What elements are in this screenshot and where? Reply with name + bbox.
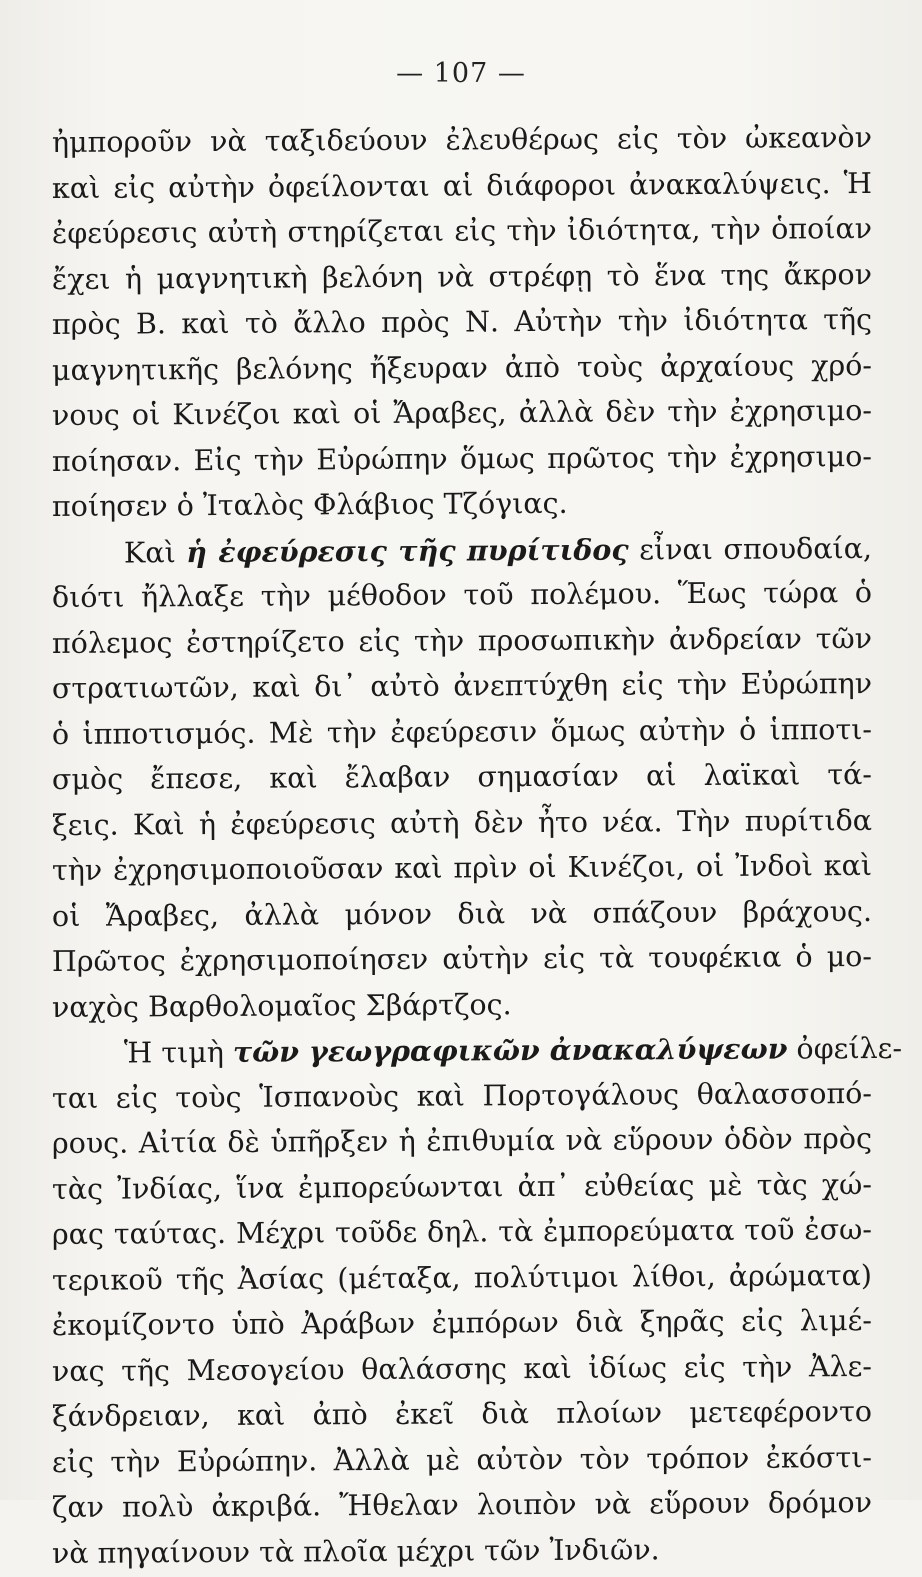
text-span: ὀφείλε- — [787, 1031, 903, 1066]
text-span: ται εἰς τοὺς Ἱσπανοὺς καὶ Πορτογάλους θαλασσοπό- — [51, 1076, 873, 1115]
emphasized-term: ἡ ἐφεύρεσις τῆς πυρίτιδος — [186, 531, 629, 569]
page-number: — 107 — — [396, 58, 526, 89]
text-span: Καὶ — [123, 535, 187, 570]
text-line — [52, 888, 872, 939]
text-line — [52, 206, 872, 257]
text-line — [52, 752, 872, 803]
text-span: ρους. Αἰτία δὲ ὑπῆρξεν ἡ ἐπιθυμία νὰ εὕρουν ὁδὸν πρὸς — [51, 1121, 873, 1160]
text-line — [52, 570, 872, 621]
text-span: νὰ πηγαίνουν τὰ πλοῖα μέχρι τῶν Ἰνδιῶν. — [51, 1532, 660, 1570]
text-span: ξεις. Καὶ ἡ ἐφεύρεσις αὐτὴ δὲν ἦτο νέα. Τὴν πυρίτιδα — [51, 803, 873, 842]
text-span: στρατιωτῶν, καὶ δι᾽ αὐτὸ ἀνεπτύχθη εἰς τὴν Εὐρώπην — [51, 666, 873, 705]
text-span: τερικοῦ τῆς Ἀσίας (μέταξα, πολύτιμοι λίθοι, ἀρώματα) — [51, 1258, 873, 1297]
text-span: τὰς Ἰνδίας, ἵνα ἐμπορεύωνται ἀπ᾽ εὐθείας μὲ τὰς χώ- — [51, 1167, 873, 1206]
text-span: πόλεμος ἐστηρίζετο εἰς τὴν προσωπικὴν ἀνδρείαν τῶν — [51, 621, 873, 660]
text-line — [52, 706, 872, 757]
text-line — [52, 1480, 872, 1531]
text-span: ἠμποροῦν νὰ ταξιδεύουν ἐλευθέρως εἰς τὸν ὠκεανὸν — [51, 120, 873, 159]
text-line — [52, 251, 872, 302]
text-line — [52, 1252, 872, 1303]
text-span: ποίησαν. Εἰς τὴν Εὐρώπην ὅμως πρῶτος τὴν ἐχρησιμο- — [51, 439, 873, 478]
text-line — [52, 524, 872, 575]
text-line — [52, 797, 872, 848]
text-span: οἱ Ἄραβες, ἀλλὰ μόνον διὰ νὰ σπάζουν βράχους. — [51, 894, 873, 933]
text-line — [52, 1525, 872, 1576]
text-span: ναχὸς Βαρθολομαῖος Σβάρτζος. — [51, 987, 512, 1024]
text-line — [52, 297, 872, 348]
text-line — [52, 1207, 872, 1258]
text-line — [52, 1070, 872, 1121]
text-line — [52, 843, 872, 894]
text-span: ἐφεύρεσις αὐτὴ στηρίζεται εἰς τὴν ἰδιότητα, τὴν ὁποίαν — [51, 211, 873, 250]
text-span: Ἡ τιμὴ — [123, 1035, 234, 1070]
text-line — [52, 1298, 872, 1349]
text-span: ξάνδρειαν, καὶ ἀπὸ ἐκεῖ διὰ πλοίων μετεφέροντο — [51, 1394, 873, 1433]
text-line — [52, 661, 872, 712]
text-span: διότι ἤλλαξε τὴν μέθοδον τοῦ πολέμου. Ἕως τώρα ὁ — [51, 575, 873, 614]
text-span: τὴν ἐχρησιμοποιοῦσαν καὶ πρὶν οἱ Κινέζοι, οἱ Ἰνδοὶ καὶ — [51, 848, 873, 887]
text-span: ζαν πολὺ ἀκριβά. Ἤθελαν λοιπὸν νὰ εὕρουν δρόμον — [51, 1485, 873, 1524]
text-span: μαγνητικῆς βελόνης ἤξευραν ἀπὸ τοὺς ἀρχαίους χρό- — [51, 348, 873, 387]
text-line — [52, 934, 872, 985]
text-span: ἐκομίζοντο ὑπὸ Ἀράβων ἐμπόρων διὰ ξηρᾶς εἰς λιμέ- — [51, 1303, 873, 1342]
text-span: πρὸς Β. καὶ τὸ ἄλλο πρὸς Ν. Αὐτὴν τὴν ἰδιότητα τῆς — [51, 302, 873, 341]
text-span: ὁ ἱπποτισμός. Μὲ τὴν ἐφεύρεσιν ὅμως αὐτὴν ὁ ἱπποτι- — [51, 712, 873, 751]
text-span: νας τῆς Μεσογείου θαλάσσης καὶ ἰδίως εἰς τὴν Ἀλε- — [51, 1349, 873, 1388]
text-span: καὶ εἰς αὐτὴν ὀφείλονται αἱ διάφοροι ἀνακαλύψεις. Ἡ — [51, 166, 873, 205]
text-span: ἔχει ἡ μαγνητικὴ βελόνη νὰ στρέφῃ τὸ ἕνα της ἄκρον — [51, 257, 873, 296]
text-span: ρας ταύτας. Μέχρι τοῦδε δηλ. τὰ ἐμπορεύματα τοῦ ἐσω- — [51, 1212, 873, 1251]
text-line — [52, 1116, 872, 1167]
text-line — [52, 1389, 872, 1440]
text-line — [52, 1343, 872, 1394]
text-span: ποίησεν ὁ Ἰταλὸς Φλάβιος Τζόγιας. — [51, 486, 568, 523]
text-span: εἰς τὴν Εὐρώπην. Ἀλλὰ μὲ αὐτὸν τὸν τρόπον ἐκόστι- — [51, 1440, 873, 1479]
text-line — [52, 342, 872, 393]
text-span: Πρῶτος ἐχρησιμοποίησεν αὐτὴν εἰς τὰ τουφέκια ὁ μο- — [51, 939, 873, 978]
text-line — [52, 1434, 872, 1485]
text-span: σμὸς ἔπεσε, καὶ ἔλαβαν σημασίαν αἱ λαϊκαὶ τά- — [51, 757, 873, 796]
text-line — [52, 479, 872, 530]
text-line — [52, 160, 872, 211]
text-line — [52, 979, 872, 1030]
text-span: νους οἱ Κινέζοι καὶ οἱ Ἄραβες, ἀλλὰ δὲν τὴν ἐχρησιμο- — [51, 393, 873, 432]
text-span: εἶναι σπουδαία, — [628, 531, 873, 566]
text-line — [52, 1025, 903, 1076]
text-line — [52, 433, 872, 484]
text-line — [52, 615, 872, 666]
text-line — [52, 388, 872, 439]
emphasized-term: τῶν γεωγραφικῶν ἀνακαλύψεων — [232, 1031, 788, 1069]
text-line — [52, 115, 872, 166]
text-line — [52, 1161, 872, 1212]
